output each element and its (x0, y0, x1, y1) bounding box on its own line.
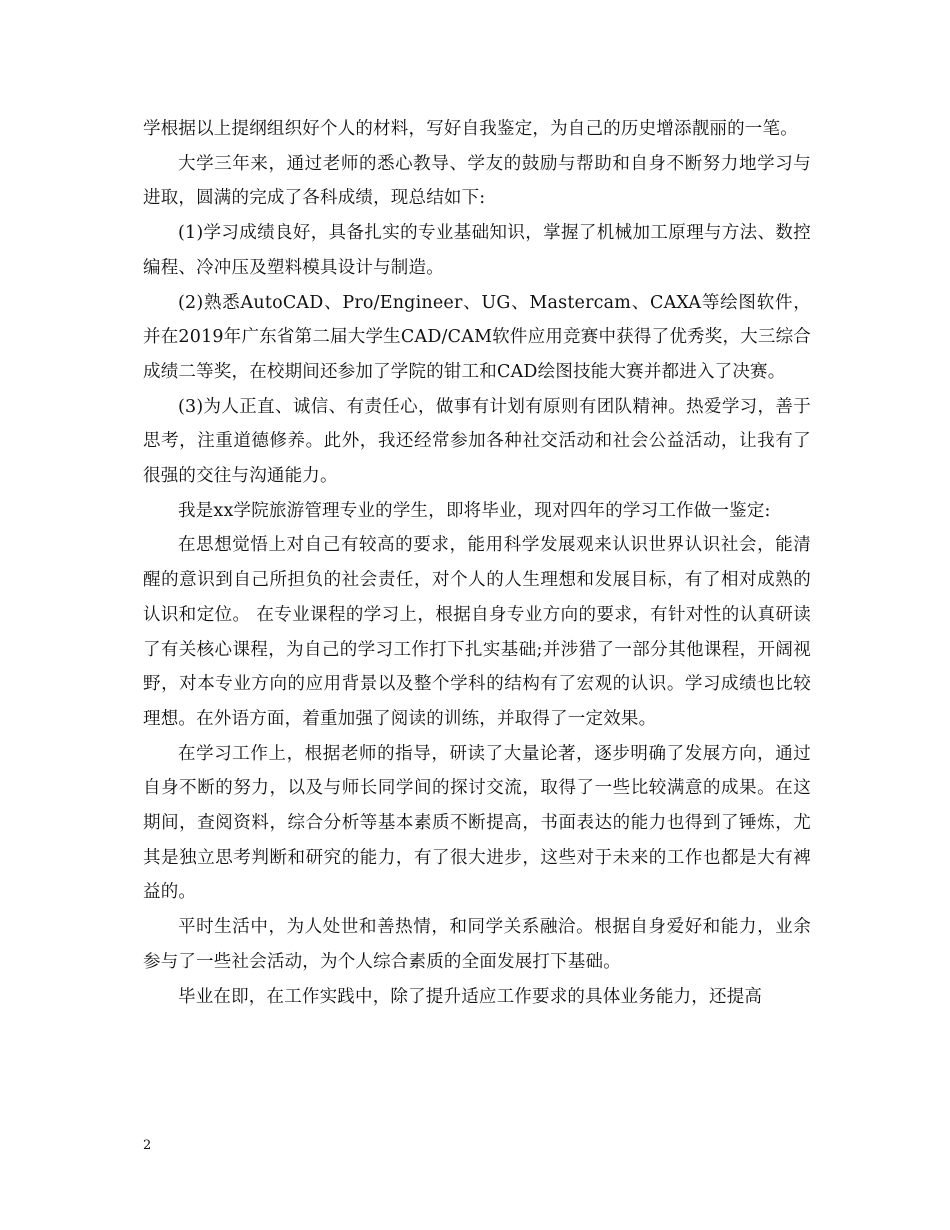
paragraph: 大学三年来，通过老师的悉心教导、学友的鼓励与帮助和自身不断努力地学习与进取，圆满的完成了各科成绩，现总结如下: (143, 153, 811, 209)
paragraph: 我是xx学院旅游管理专业的学生，即将毕业，现对四年的学习工作做一鉴定: (178, 500, 771, 521)
paragraph: (3)为人正直、诚信、有责任心，做事有计划有原则有团队精神。热爱学习，善于思考，注重道德修养。此外，我还经常参加各种社交活动和社会公益活动，让我有了很强的交往与沟通能力。 (143, 396, 811, 487)
paragraph: 平时生活中，为人处世和善热情，和同学关系融洽。根据自身爱好和能力，业余参与了一些社会活动，为个人综合素质的全面发展打下基础。 (143, 917, 811, 972)
paragraph: 毕业在即，在工作实践中，除了提升适应工作要求的具体业务能力，还提高 (178, 986, 763, 1007)
paragraph: 在学习工作上，根据老师的指导，研读了大量论著，逐步明确了发展方向，通过自身不断的努力，以及与师长同学间的探讨交流，取得了一些比较满意的成果。在这期间，查阅资料，综合分析等基本素质不断提高，书面表达的能力也得到了锤炼，尤其是独立思考判断和研究的能力，有了很大进步，这些对于未来的工作也都是大有裨益的。 (143, 743, 811, 903)
document-body (143, 112, 811, 1014)
paragraph: 在思想觉悟上对自己有较高的要求，能用科学发展观来认识世界认识社会，能清醒的意识到自己所担负的社会责任，对个人的人生理想和发展目标，有了相对成熟的认识和定位。 在专业课程的学习上，根据自身专业方向的要求，有针对性的认真研读了有关核心课程，为自己的学习工作打下扎实基础;并涉猎了一部分其他课程，开阔视野，对本专业方向的应用背景以及整个学科的结构有了宏观的认识。学习成绩也比较理想。在外语方面，着重加强了阅读的训练，并取得了一定效果。 (143, 535, 811, 729)
paragraph: (1)学习成绩良好，具备扎实的专业基础知识，掌握了机械加工原理与方法、数控编程、冷冲压及塑料模具设计与制造。 (143, 223, 811, 278)
page-number: 2 (143, 1138, 152, 1153)
paragraph: 学根据以上提纲组织好个人的材料，写好自我鉴定，为自己的历史增添靓丽的一笔。 (143, 119, 798, 139)
paragraph: (2)熟悉AutoCAD、Pro/Engineer、UG、Mastercam、CAXA等绘图软件，并在2019年广东省第二届大学生CAD/CAM软件应用竞赛中获得了优秀奖，大三综合成绩二等奖，在校期间还参加了学院的钳工和CAD绘图技能大赛并都进入了决赛。 (143, 292, 811, 382)
